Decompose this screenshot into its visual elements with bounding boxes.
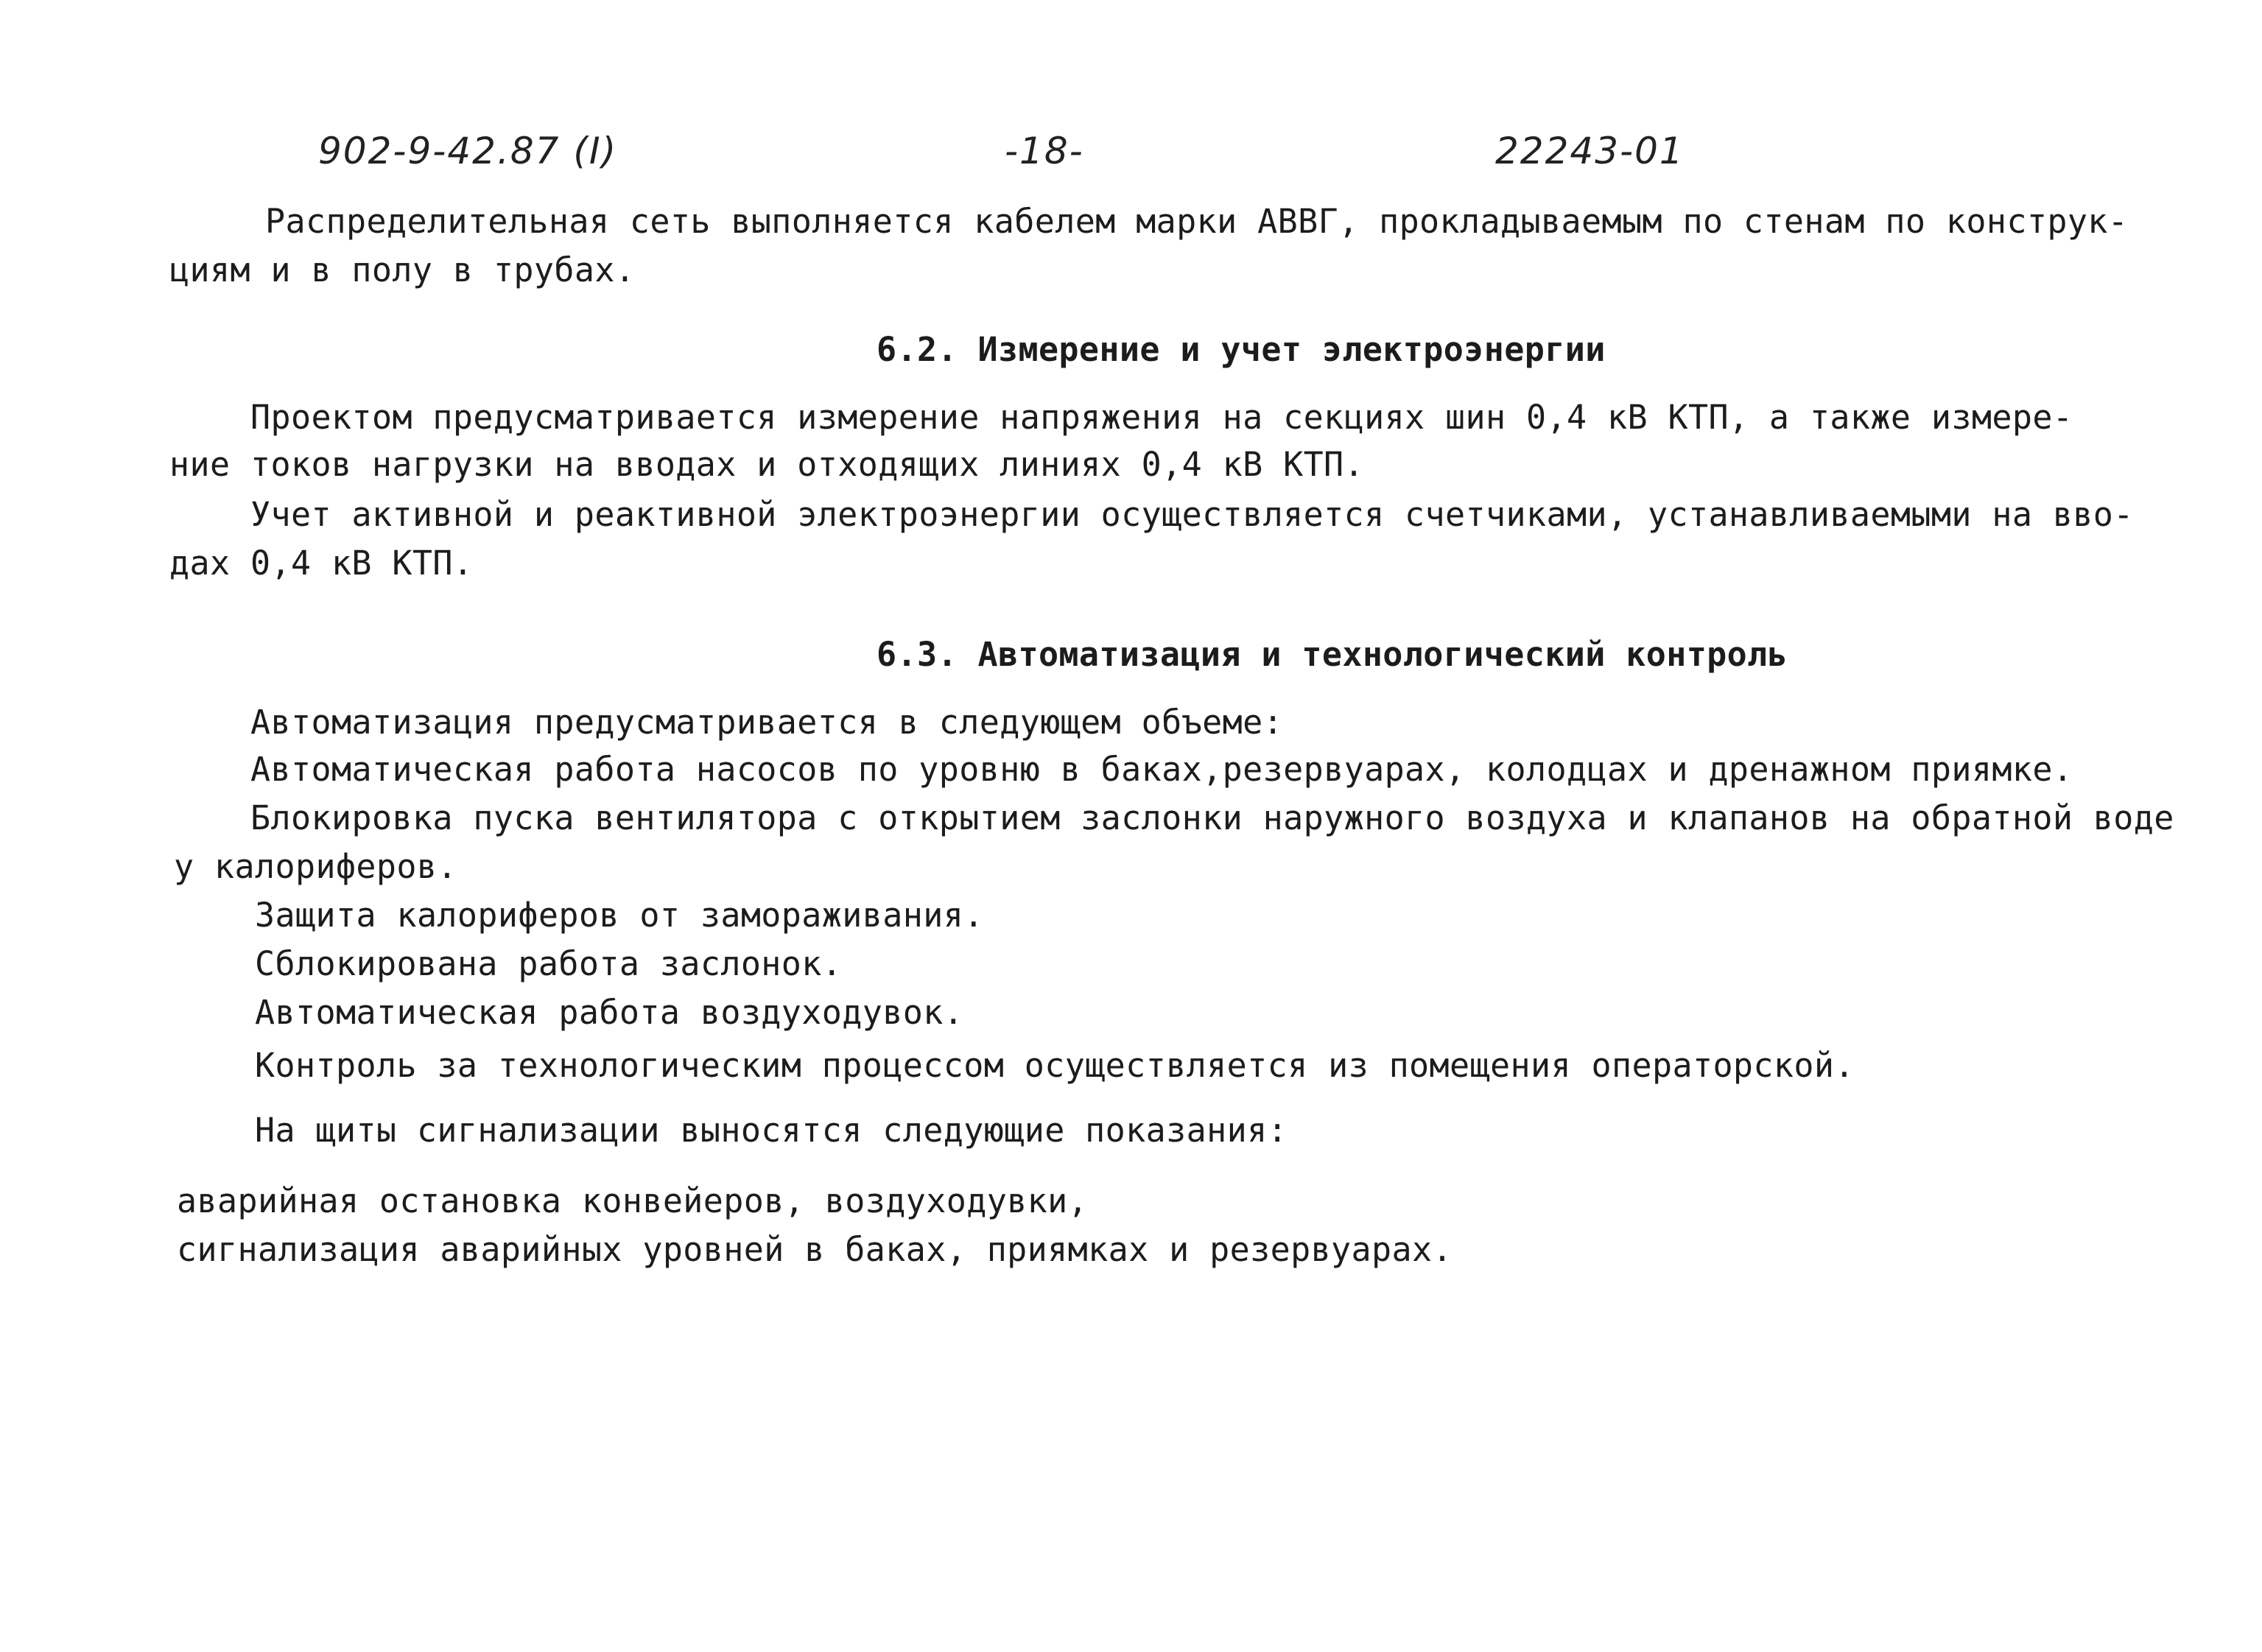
- paragraph-line: На щиты сигнализации выносятся следующие показания:: [255, 1111, 1288, 1150]
- paragraph-line: Контроль за технологическим процессом осуществляется из помещения операторской.: [255, 1046, 1855, 1085]
- paragraph-line: дах 0,4 кВ КТП.: [169, 544, 474, 583]
- paragraph-line: Учет активной и реактивной электроэнергии осуществляется счетчиками, устанавливаемыми на вво-: [250, 495, 2134, 534]
- paragraph-line: Защита калориферов от замораживания.: [255, 896, 984, 935]
- paragraph-line: Автоматическая работа воздуходувок.: [255, 993, 964, 1032]
- page-number: -18-: [1005, 130, 1084, 172]
- list-line: аварийная остановка конвейеров, воздуходувки,: [177, 1181, 1089, 1220]
- paragraph-line: Автоматизация предусматривается в следующем объеме:: [250, 703, 1284, 742]
- document-number: 22243-01: [1495, 130, 1685, 172]
- paragraph-line: Автоматическая работа насосов по уровню в баках,резервуарах, колодцах и дренажном приямке.: [250, 750, 2073, 789]
- list-line: сигнализация аварийных уровней в баках, приямках и резервуарах.: [177, 1230, 1453, 1269]
- paragraph-line: у калориферов.: [174, 847, 457, 886]
- document-code: 902-9-42.87 (I): [318, 130, 618, 172]
- paragraph-line: ние токов нагрузки на вводах и отходящих линиях 0,4 кВ КТП.: [169, 445, 1365, 484]
- paragraph-line: циям и в полу в трубах.: [169, 250, 636, 289]
- paragraph-line: Сблокирована работа заслонок.: [255, 944, 843, 983]
- section-heading-6-2: 6.2. Измерение и учет электроэнергии: [877, 330, 1606, 369]
- section-heading-6-3: 6.3. Автоматизация и технологический контроль: [877, 635, 1788, 674]
- paragraph-line: Проектом предусматривается измерение напряжения на секциях шин 0,4 кВ КТП, а также измере-: [250, 398, 2073, 437]
- paragraph-line: Распределительная сеть выполняется кабелем марки АВВГ, прокладываемым по стенам по конструк-: [265, 202, 2129, 241]
- paragraph-line: Блокировка пуска вентилятора с открытием заслонки наружного воздуха и клапанов на обратной воде: [250, 798, 2174, 837]
